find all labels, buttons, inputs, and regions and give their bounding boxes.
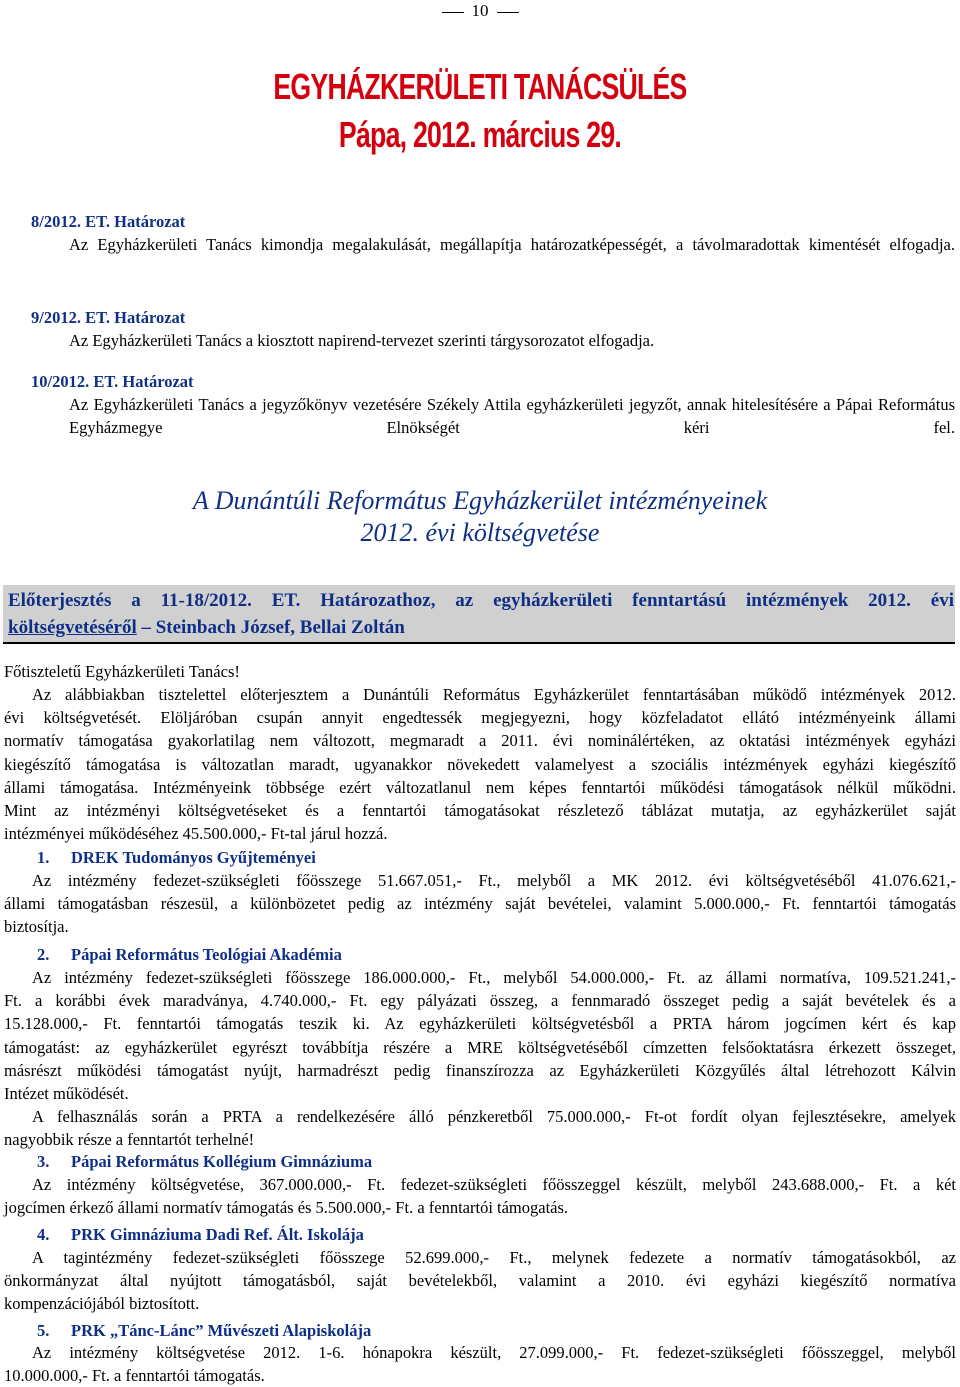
intro-paragraph — [4, 683, 956, 845]
resolution-label: 8/2012. ET. Határozat — [31, 212, 186, 231]
section-4-title: 4. PRK Gimnáziuma Dadi Ref. Ált. Iskolája — [37, 1225, 364, 1244]
dash-left — [442, 12, 464, 13]
section-1-body: Az intézmény fedezet-szükségleti főösszege 51.667.051,- Ft., melyből a MK 2012. évi költségvetéséből 41.076.621,- állami támogatásban részesül, a különbözetet pedig az intézmény saját bevételei, valamint 5.000.000,- Ft. fenntartói támogatás biztosítja. — [4, 871, 956, 937]
budget-subheading: 2012. évi költségvetése — [360, 518, 600, 547]
budget-heading: A Dunántúli Református Egyházkerület intézményeinek — [192, 486, 768, 515]
page-title: EGYHÁZKERÜLETI TANÁCSÜLÉS — [273, 66, 687, 107]
proposal-subject: költségvetéséről — [8, 617, 137, 638]
section-2-body: Az intézmény fedezet-szükségleti főösszege 186.000.000,- Ft., melyből 54.000.000,- Ft. az állami normatíva, 109.521.241,- Ft. a korábbi évek maradványa, 4.740.000,- Ft. egy pályázati összeg, a fennmaradó összeget pedig a saját bevételek és a 15.128.000,- Ft. fenntartói támogatás teszik ki. Az egyházkerületi költségvetésből a PRTA három jogcímen kért és kap támogatást: az egyházkerület egyrészt továbbítja részére a MRE költségvetéséből címzetten felsőoktatásra érkezett összeget, másrészt működési támogatást nyújt, harmadrészt pedig finanszírozza az Egyházkerületi Közgyűlés által létrehozott Kálvin Intézet működését. A felhasználás során a PRTA a rendelkezésére álló pénzkeretből 75.000.000,- Ft-ot fordít olyan fejlesztésekre, amelyek nagyobbik része a fenntartót terhelné! — [4, 968, 956, 1150]
section-2-title: 2. Pápai Református Teológiai Akadémia — [37, 945, 342, 964]
resolution-9 — [31, 306, 955, 329]
resolution-label: 10/2012. ET. Határozat — [31, 372, 194, 391]
page-number — [0, 0, 960, 22]
section-3-body: Az intézmény költségvetése, 367.000.000,- Ft. fedezet-szükségleti főösszeggel készült, melyből 243.688.000,- Ft. a két jogcímen érkező állami normatív támogatás és 5.500.000,- Ft. a fenntartói támogatás. — [4, 1175, 956, 1218]
proposal-title — [8, 587, 954, 641]
proposal-authors: – Steinbach József, Bellai Zoltán — [136, 617, 405, 638]
intro-line: évi költségvetését. Elöljáróban csupán annyit engedtessék megjegyezni, hogy közfeladatot ellátó intézményeink állami — [4, 708, 956, 728]
intro-line: normatív támogatása gyakorlatilag nem változott, megmaradt a 2011. évi nominálértéken, az oktatási intézmények egyházi — [4, 731, 956, 751]
salutation: Főtiszteletű Egyházkerületi Tanács! — [4, 662, 240, 681]
section-3-title: 3. Pápai Református Kollégium Gimnáziuma — [37, 1152, 373, 1171]
intro-line: kiegészítő támogatása is változatlan maradt, ugyanakkor növekedett valamelyest a szociális intézmények egyházi kiegészítő — [4, 754, 956, 774]
page-number-text: 10 — [471, 1, 489, 20]
section-1-title: 1. DREK Tudományos Gyűjteményei — [37, 848, 316, 867]
resolution-10 — [31, 370, 955, 393]
proposal-line-1: Előterjesztés a 11-18/2012. ET. Határozathoz, az egyházkerületi fenntartású intézmények 2012. évi — [8, 590, 954, 611]
intro-line: állami támogatása. Intézményeink többsége ezért változatlanul nem képes fenntartói működési támogatások nélkül működni. — [4, 777, 956, 797]
section-5-title: 5. PRK „Tánc-Lánc” Művészeti Alapiskolája — [37, 1321, 372, 1340]
resolution-label: 9/2012. ET. Határozat — [31, 308, 186, 327]
resolution-text: Az Egyházkerületi Tanács kimondja megalakulását, megállapítja határozatképességét, a távolmaradottak kimentését elfogadja. — [69, 235, 955, 254]
resolution-8 — [31, 210, 955, 233]
resolution-text: Az Egyházkerületi Tanács a jegyzőkönyv vezetésére Székely Attila egyházkerületi jegyzőt, annak hitelesítésére a Pápai Református Egyházmegye Elnökségét kéri fel. — [69, 395, 955, 437]
page-subtitle: Pápa, 2012. március 29. — [338, 114, 622, 155]
dash-right — [497, 12, 519, 13]
intro-line: intézményei működéséhez 45.500.000,- Ft-tal járul hozzá. — [4, 824, 388, 844]
section-5-body: Az intézmény költségvetése 2012. 1-6. hónapokra készült, 27.099.000,- Ft. fedezet-szükségleti főösszeggel, melyből 10.000.000,- Ft. a fenntartói támogatás. — [4, 1343, 956, 1386]
section-4-body: A tagintézmény fedezet-szükségleti főösszege 52.699.000,- Ft., melynek fedezete a normatív támogatásokból, az önkormányzat által nyújtott támogatásból, saját bevételekből, valamint a 2010. évi egyházi kiegészítő normatíva kompenzációjából biztosított. — [4, 1248, 956, 1314]
resolution-text: Az Egyházkerületi Tanács a kiosztott napirend-tervezet szerinti tárgysorozatot elfogadja. — [69, 331, 655, 350]
intro-line: Mint az intézményi költségvetéseket és a fenntartói támogatásokat részletező táblázat mutatja, az egyházkerület saját — [4, 801, 956, 821]
intro-line: Az alábbiakban tisztelettel előterjesztem a Dunántúli Református Egyházkerület fenntartásában működő intézmények 2012. — [32, 685, 956, 704]
